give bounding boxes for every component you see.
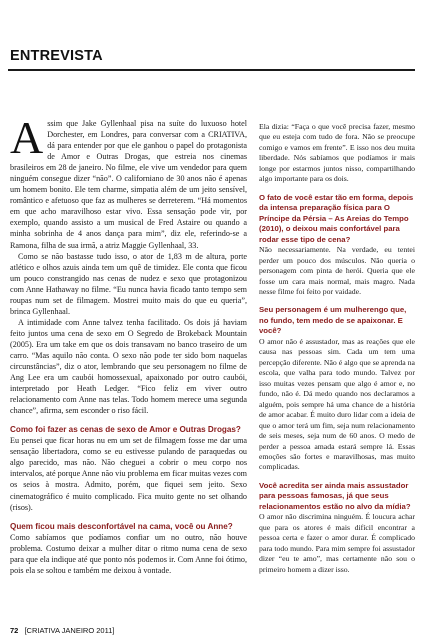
left-column — [10, 112, 247, 576]
answer-1: Eu pensei que ficar horas nu em um set de filmagem fosse me dar uma sensação libertadora, como se eu estivesse pulando de paraquedas ou algo parecido, mas não. Não cheguei a cobrir o meu corpo nos intervalos, até porque Anne não viu problema em ficar muitas vezes com os seios à mostra. Admito, porém, que fiquei sem jeito. Sexo cinematográfico é muito complicado. Fica muito gente no set olhando (risos). — [10, 436, 247, 512]
question-4: Seu personagem é um mulherengo que, no fundo, tem medo de se apaixonar. E você? — [259, 305, 407, 336]
page-number: 72 — [10, 626, 19, 635]
intro-paragraph — [10, 112, 247, 251]
answer-5: O amor não discrimina ninguém. É loucura achar que para os atores é mais difícil encontrar a pessoa certa e fazer o amor durar. É complicado para todo mundo. Para mim sempre foi assustador dizer “eu te amo”, mas certamente não sou o primeiro homem a dizer isso. — [259, 512, 415, 574]
page-footer — [10, 626, 114, 635]
right-column — [259, 122, 415, 575]
question-2: Quem ficou mais desconfortável na cama, você ou Anne? — [10, 521, 233, 531]
drop-cap: A — [10, 112, 44, 163]
question-1: Como foi fazer as cenas de sexo de Amor e Outras Drogas? — [10, 425, 241, 435]
question-3: O fato de você estar tão em forma, depois da intensa preparação física para O Príncipe da Pérsia – As Areias do Tempo (2010), o deixou mais confortável para rodar esse tipo de cena? — [259, 192, 414, 244]
question-5: Você acredita ser ainda mais assustador para pessoas famosas, já que seus relacionamentos estão no alvo da mídia? — [259, 480, 411, 511]
body-paragraph-2: Como se não bastasse tudo isso, o ator de 1,83 m de altura, porte atlético e olhos azuis ainda tem um quê de timidez. Ele conta que ficou um pouco constrangido nas cenas de nudez e sexo que protagonizou com Anne Hathaway no filme. “Eu nunca havia ficado tanto tempo sem roupas num set de filmagem. Mostrei muito mais do que eu queria”, brinca Gyllenhaal. — [10, 251, 247, 316]
header-rule — [8, 69, 415, 71]
answer-4: O amor não é assustador, mas as reações que ele causa nas pessoas sim. Cada um tem uma percepção diferente. Não é algo que se aprenda na escola, que valha para todo mundo. Talvez por isso muitas vezes pensam que algo é amor e, no fundo, não é. Dá medo quando nos declaramos a alguém, pois sempre há uma chance de a história de amor acabar. É muito duro lidar com a ideia de que o amor terá um fim, seja num relacionamento de seis meses, seja num de 60 anos. O medo de perder a pessoa amada estará sempre lá. Essas emoções são fortes e maravilhosas, mas muito complicadas. — [259, 336, 415, 472]
section-title: ENTREVISTA — [10, 48, 103, 64]
answer-2-continued: Ela dizia: “Faça o que você precisa fazer, mesmo que eu esteja com tudo de fora. Não se preocupe comigo e vamos em frente”. E isso nos deu muita liberdade. Nós sabíamos que podíamos ir mais longe por estarmos juntos nisso, compartilhando algo importante para os dois. — [259, 122, 415, 184]
intro-text: ssim que Jake Gyllenhaal pisa na suíte do luxuoso hotel Dorchester, em Londres, para conversar com a CRIATIVA, dá para entender por que ele ganhou o papel do protagonista de Amor e Outras Drogas, que estreia nos cinemas brasileiros em 28 de janeiro. No filme, ele vive um vendedor para quem ninguém consegue dizer “não”. O californiano de 30 anos não é apenas um homem bonito. Ele tem charme, simpatia além de um jeito sensível, romântico e afetuoso que faz as mulheres se derreterem. “Há momentos em que acho maravilhoso estar vivo. Essa sensação pode vir, por exemplo, quando assisto a um musical de Fred Astaire ou quando a minha sobrinha de 4 anos dança para mim”, diz ele, referindo-se a Ramona, filha de sua irmã, a atriz Maggie Gyllenhaal, 33. — [10, 119, 247, 250]
answer-3: Não necessariamente. Na verdade, eu tentei perder um pouco dos músculos. Não queria o personagem com pinta de herói. Queria que ele fosse um cara mais normal, mais magro. Nada nesse filme foi feito por vaidade. — [259, 245, 415, 297]
issue-label: [CRIATIVA JANEIRO 2011] — [24, 626, 115, 635]
answer-2: Como sabíamos que podíamos confiar um no outro, não houve problema. Costumo deixar a mulher ditar o ritmo numa cena de sexo para que ela indique até que ponto nós podemos ir. Com Anne foi ótimo, pois ela se soltou e também me deixou à vontade. — [10, 532, 247, 575]
body-paragraph-3: A intimidade com Anne talvez tenha facilitado. Os dois já haviam feito juntos uma cena de sexo em O Segredo de Brokeback Mountain (2005). Era um take em que os dois transavam no banco traseiro de um carro. “Mas aquilo não conta. O sexo não pode ter sido bom naquelas circunstâncias”, diz o ator, lembrando que seu personagem no filme de Ang Lee era um caubói homossexual, apaixonado por outro caubói, interpretado por Heath Ledger. “Fico feliz em viver outro relacionamento com Anne nas telas. Todo homem merece uma segunda chance”, afirma, sem esconder o riso fácil. — [10, 317, 247, 416]
